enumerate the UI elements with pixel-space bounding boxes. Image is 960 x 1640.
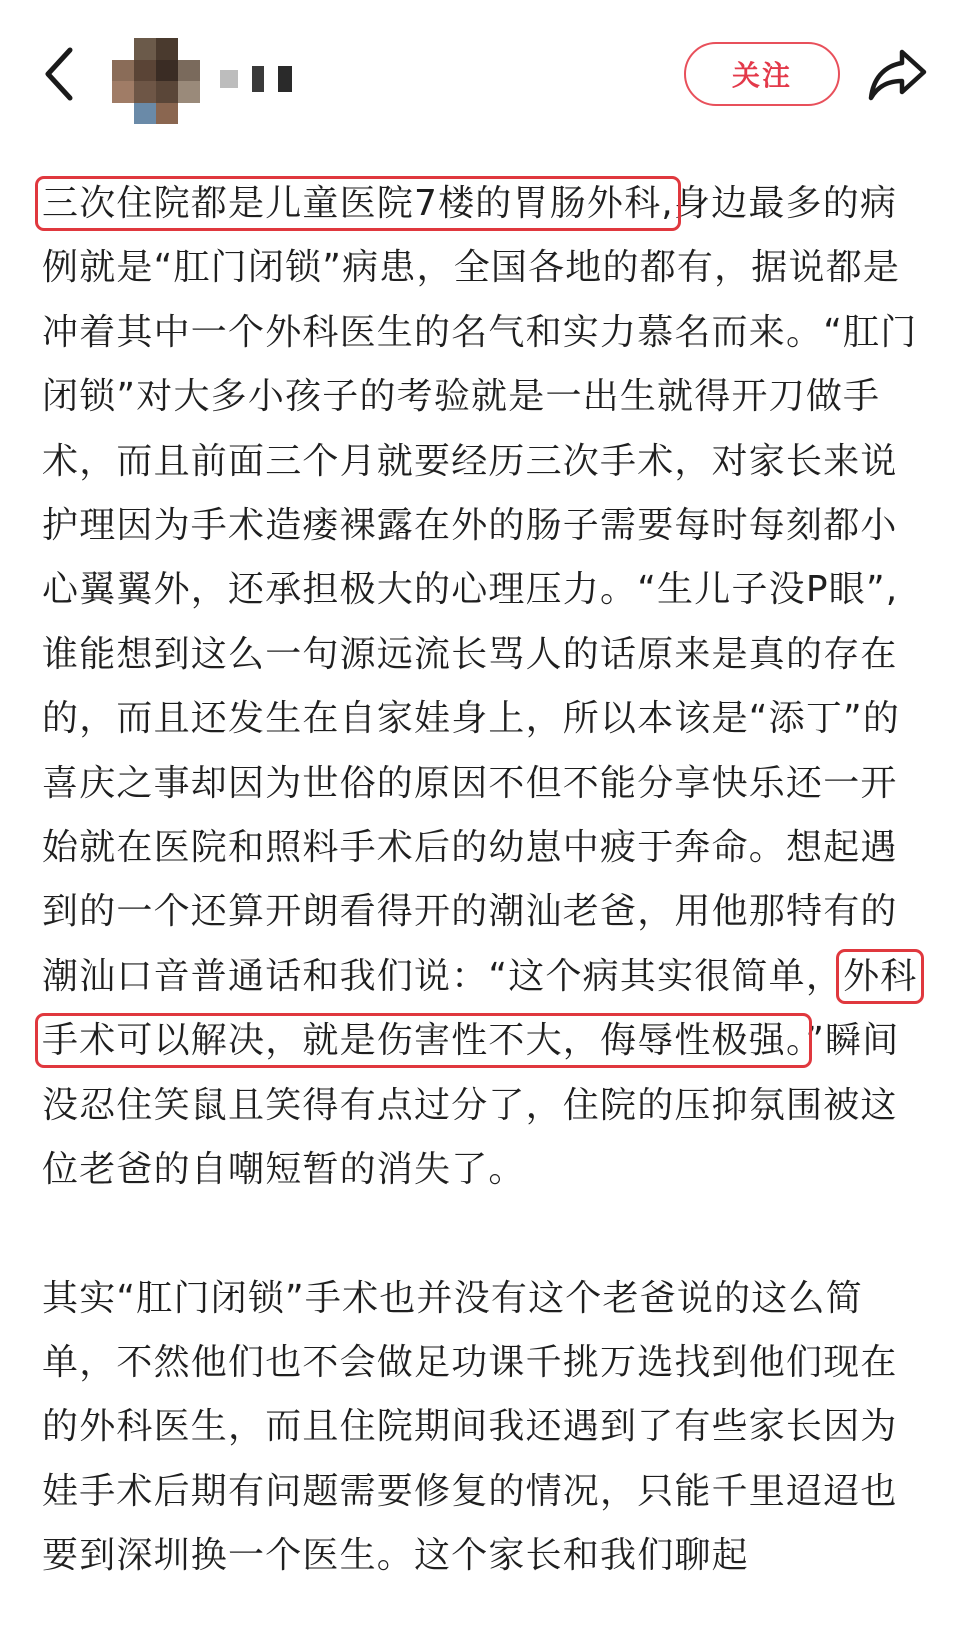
top-nav-bar <box>0 0 960 150</box>
article-paragraph <box>42 1267 922 1589</box>
avatar-pixel <box>178 81 200 103</box>
avatar-pixel <box>112 60 134 82</box>
avatar-pixel <box>134 103 156 125</box>
avatar[interactable] <box>112 38 200 124</box>
avatar-pixel <box>156 103 178 125</box>
avatar-pixel <box>134 38 156 60</box>
back-button[interactable] <box>38 44 82 104</box>
follow-button[interactable]: 关注 <box>684 42 840 106</box>
avatar-pixel <box>112 38 134 60</box>
share-icon <box>866 44 928 104</box>
paragraph-text: ”瞬间没忍住笑鼠且笑得有点过分了，住院的压抑氛围被这位老爸的自嘲短暂的消失了。 <box>42 1020 900 1191</box>
share-button[interactable] <box>866 44 928 104</box>
avatar-pixel <box>178 38 200 60</box>
avatar-pixel <box>156 81 178 103</box>
paragraph-text: 身边最多的病例就是“肛门闭锁”病患，全国各地的都有，据说都是冲着其中一个外科医生的名气和实力慕名而来。“肛门闭锁”对大多小孩子的考验就是一出生就得开刀做手术，而且前面三个月就要经历三次手术，对家长来说护理因为手术造瘘裸露在外的肠子需要每时每刻都小心翼翼外，还承担极大的心理压力。“生儿子没P眼”,谁能想到这么一句源远流长骂人的话原来是真的存在的，而且还发生在自家娃身上，所以本该是“添丁”的喜庆之事却因为世俗的原因不但不能分享快乐还一开始就在医院和照料手术后的幼崽中疲于奔命。想起遇到的一个还算开朗看得开的潮汕老爸，用他那特有的潮汕口音普通话和我们说：“这个病其实很简单， <box>42 183 918 997</box>
paragraph-text: 其实“肛门闭锁”手术也并没有这个老爸说的这么简单，不然他们也不会做足功课千挑万选找到他们现在的外科医生，而且住院期间我还遇到了有些家长因为娃手术后期有问题需要修复的情况，只能千里迢迢也要到深圳换一个医生。这个家长和我们聊起 <box>42 1277 898 1577</box>
chevron-left-icon <box>38 44 82 104</box>
avatar-pixel <box>134 60 156 82</box>
highlighted-text: 外科手术可以解决，就是伤害性不大，侮辱性极强。 <box>42 955 918 1062</box>
avatar-pixel <box>134 81 156 103</box>
avatar-pixel <box>112 103 134 125</box>
avatar-pixel <box>112 81 134 103</box>
highlighted-text: 三次住院都是儿童医院7楼的胃肠外科, <box>42 183 674 224</box>
avatar-pixel <box>156 60 178 82</box>
avatar-pixel <box>156 38 178 60</box>
article-body <box>42 172 922 1589</box>
avatar-pixel <box>178 103 200 125</box>
username-blurred[interactable] <box>220 66 292 92</box>
avatar-pixel <box>178 60 200 82</box>
article-paragraph <box>42 172 922 1203</box>
